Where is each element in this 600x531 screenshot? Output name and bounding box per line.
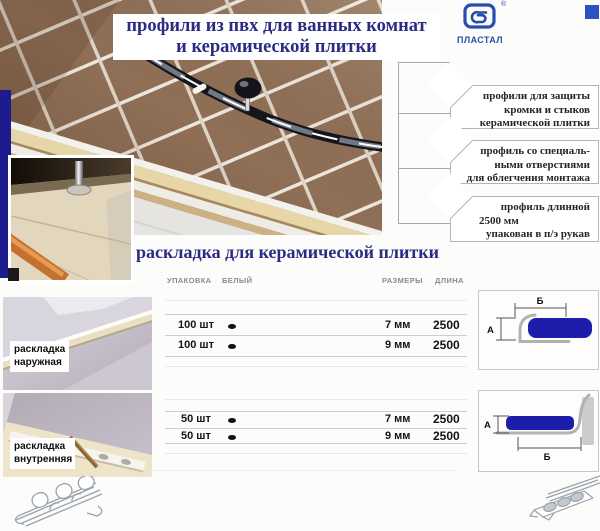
callout-text: для облегчения монтажа [466,172,590,184]
callout-text: профиль длинной [500,201,590,213]
table-rule [165,443,467,444]
table-rule [165,428,467,429]
brand-logo [448,3,512,47]
table-row-pack: 50 шт [181,430,211,442]
dim-label-a: А [487,325,494,336]
perforated-edge-profile-drawing [520,474,600,526]
tile-cross-section [528,318,592,338]
product-label-outer [10,341,69,372]
brand-name: ПЛАСТАЛ [457,35,503,45]
table-row-length: 2500 [433,412,460,426]
diagram-inner-trim [478,390,599,472]
callout-text: профиль со специаль- [480,145,590,157]
tile-cross-section [506,416,574,430]
inset-photo-corner-shadow [8,268,19,281]
callout-text: кромки и стыков [504,103,590,116]
callout-trunk-line [398,62,399,224]
product-label-inner [10,438,75,469]
table-rule [165,399,467,400]
col-header-sizes: РАЗМЕРЫ [382,276,423,285]
col-header-packaging: УПАКОВКА [167,276,212,285]
table-row-size: 9 мм [385,430,411,442]
dim-label-a: А [484,420,491,431]
table-rule [165,300,467,301]
dim-label-b: Б [536,296,544,307]
perforated-corner-profile-drawing [10,476,118,528]
callout-length-packaging [450,196,599,242]
white-color-dot [228,435,236,440]
page-title-line1: профили из пвх для ванных комнат [126,16,427,36]
product-label-line: наружная [14,357,62,368]
table-rule [165,314,467,315]
inset-photo-art [11,158,131,280]
callout-branch-1 [398,113,450,114]
inset-photo [8,155,134,283]
white-color-dot [228,324,236,329]
corner-accent-square [585,5,599,19]
callout-text: керамической плитки [479,117,590,129]
white-color-dot [228,344,236,349]
product-label-line: внутренняя [14,454,73,465]
table-row-pack: 100 шт [178,319,214,331]
ceiling-mount [235,78,262,99]
table-row-length: 2500 [433,429,460,443]
col-header-white: БЕЛЫЙ [222,276,253,285]
white-color-dot [228,418,236,423]
table-row-pack: 100 шт [178,339,214,351]
callout-text: профили для защиты [482,90,590,102]
table-rule [165,453,467,454]
callout-text: упакован в п/э рукав [486,228,590,240]
page-title [113,14,440,60]
col-header-length: ДЛИНА [435,276,464,285]
callout-branch-2 [398,168,450,169]
diagram-outer-trim [478,290,599,370]
callout-mounting-holes [450,140,599,184]
table-row-size: 9 мм [385,339,411,351]
registered-mark: ® [500,1,506,8]
product-label-line: раскладка [14,441,66,452]
callout-branch-3 [398,223,450,224]
table-row-length: 2500 [433,318,460,332]
table-rule [165,356,467,357]
callout-edge-protection [450,85,599,129]
table-row-length: 2500 [433,338,460,352]
callout-text: ными отверстиями [494,158,590,171]
table-rule [165,335,467,336]
section-heading: раскладка для керамической плитки [136,242,439,262]
table-row-pack: 50 шт [181,413,211,425]
callout-branch-top [398,62,450,63]
dim-label-b: Б [543,452,551,463]
table-row-size: 7 мм [385,413,411,425]
callout-text: 2500 мм [479,214,519,227]
table-rule [165,366,467,367]
table-rule [165,411,467,412]
page-title-line2: и керамической плитки [176,37,377,57]
product-label-line: раскладка [14,344,66,355]
plastal-logo-icon [463,3,497,29]
table-row-size: 7 мм [385,319,411,331]
